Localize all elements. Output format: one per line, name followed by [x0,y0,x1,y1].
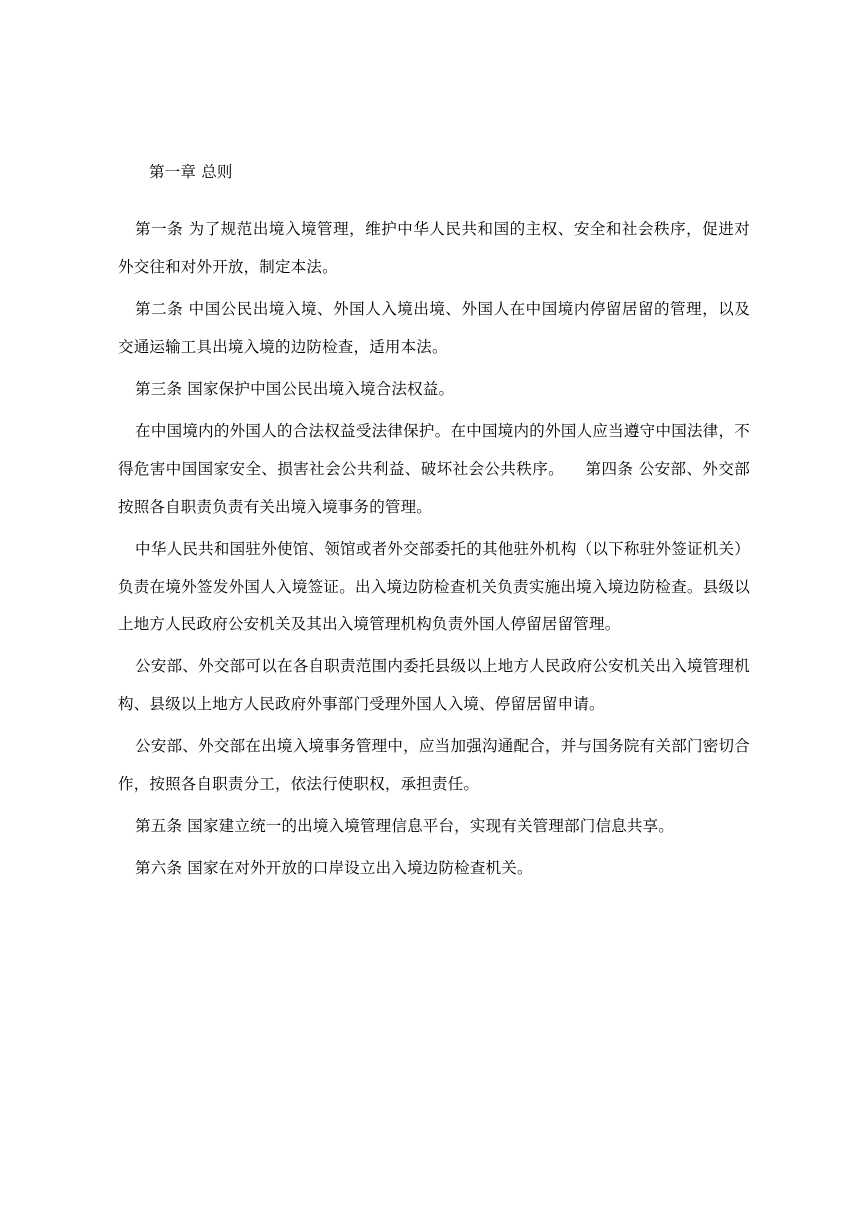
chapter-heading: 第一章 总则 [149,163,233,181]
article-paragraph-6: 公安部、外交部可以在各自职责范围内委托县级以上地方人民政府公安机关出入境管理机构、县级以上地方人民政府外事部门受理外国人入境、停留居留申请。 [118,657,750,714]
article-paragraph-9: 第六条 国家在对外开放的口岸设立出入境边防检查机关。 [135,859,533,878]
article-paragraph-7: 公安部、外交部在出境入境事务管理中，应当加强沟通配合，并与国务院有关部门密切合作，按照各自职责分工，依法行使职权，承担责任。 [118,737,750,794]
article-paragraph-4: 在中国境内的外国人的合法权益受法律保护。在中国境内的外国人应当遵守中国法律，不得危害中国国家安全、损害社会公共利益、破坏社会公共秩序。 第四条 公安部、外交部按照各自职责负责有关出境入境事务的管理。 [118,421,750,516]
document-body [118,160,750,888]
article-paragraph-2: 第二条 中国公民出境入境、外国人入境出境、外国人在中国境内停留居留的管理，以及交通运输工具出境入境的边防检查，适用本法。 [118,299,750,356]
article-paragraph-8: 第五条 国家建立统一的出境入境管理信息平台，实现有关管理部门信息共享。 [135,817,674,836]
article-paragraph-3: 第三条 国家保护中国公民出境入境合法权益。 [135,379,455,398]
article-paragraph-1: 第一条 为了规范出境入境管理，维护中华人民共和国的主权、安全和社会秩序，促进对外交往和对外开放，制定本法。 [118,219,750,276]
article-paragraph-5: 中华人民共和国驻外使馆、领馆或者外交部委托的其他驻外机构（以下称驻外签证机关）负责在境外签发外国人入境签证。出入境边防检查机关负责实施出境入境边防检查。县级以上地方人民政府公安机关及其出入境管理机构负责外国人停留居留管理。 [118,539,750,634]
